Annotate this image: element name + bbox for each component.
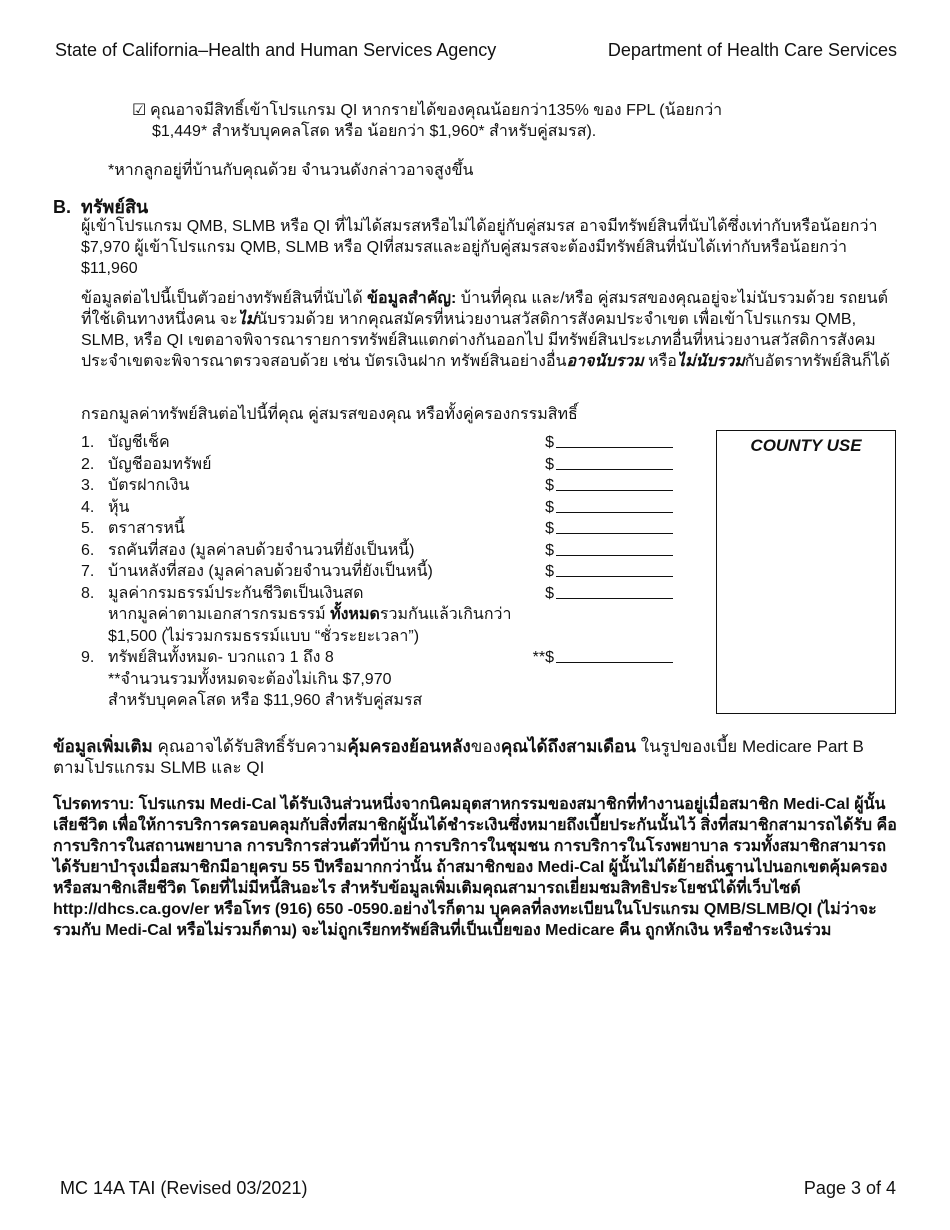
total-limit-note: **จำนวนรวมทั้งหมดจะต้องไม่เกิน $7,970 [108, 670, 392, 688]
text-run-bold-italic: ไม่ [237, 311, 257, 328]
asset-number: 1. [81, 434, 95, 451]
text-run-bold: ข้อมูลสำคัญ: [367, 290, 457, 307]
asset-label: รถคันที่สอง (มูลค่าลบด้วยจำนวนที่ยังเป็นหนี้) [108, 541, 415, 559]
currency-sign: $ [545, 563, 554, 580]
asset-row [81, 475, 681, 497]
text-run-bold-italic: อาจนับรวม [566, 353, 644, 370]
currency-sign: **$ [532, 649, 554, 666]
asset-label: ตราสารหนี้ [108, 520, 185, 537]
currency-sign: $ [545, 434, 554, 451]
currency-sign: $ [545, 584, 554, 602]
section-letter: B. [53, 197, 71, 217]
amount-input-line[interactable] [556, 598, 673, 599]
qi-eligibility [132, 100, 892, 142]
asset-label: บ้านหลังที่สอง (มูลค่าลบด้วยจำนวนที่ยังเป็นหนี้) [108, 563, 433, 580]
section-title: ทรัพย์สิน [81, 197, 149, 217]
asset-row [81, 454, 681, 476]
amount-input-line[interactable] [556, 447, 673, 448]
currency-sign: $ [545, 541, 554, 559]
header-agency: State of California–Health and Human Services Agency [55, 40, 497, 60]
asset-label: ทรัพย์สินทั้งหมด- บวกแถว 1 ถึง 8 [108, 649, 334, 666]
text-run-bold: ข้อมูลเพิ่มเติม [53, 737, 153, 756]
currency-sign: $ [545, 477, 554, 494]
total-limit-note-2: สำหรับบุคคลโสด หรือ $11,960 สำหรับคู่สมรส [108, 692, 423, 709]
text-run-bold: คุณได้ถึงสามเดือน [500, 737, 636, 756]
asset-label: บัตรฝากเงิน [108, 477, 190, 494]
amount-input-line[interactable] [556, 533, 673, 534]
asset-number: 6. [81, 541, 95, 559]
checkbox-checked-icon[interactable]: ☑ [132, 102, 147, 119]
countable-assets-paragraph [81, 288, 896, 372]
text-run-bold-italic: ไม่นับรวม [676, 353, 745, 370]
asset-row [81, 497, 681, 519]
amount-input-line[interactable] [556, 512, 673, 513]
more-info-paragraph [53, 736, 898, 778]
text-run-bold: ทั้งหมด [330, 606, 380, 623]
form-number: MC 14A TAI (Revised 03/2021) [60, 1178, 308, 1198]
page-number: Page 3 of 4 [803, 1178, 896, 1198]
asset-row [81, 432, 681, 454]
children-note: *หากลูกอยู่ที่บ้านกับคุณด้วย จำนวนดังกล่าวอาจสูงขึ้น [108, 162, 474, 179]
assets-limit-paragraph: ผู้เข้าโปรแกรม QMB, SLMB หรือ QI ที่ไม่ได้สมรสหรือไม่ได้อยู่กับคู่สมรส อาจมีทรัพย์สินที่นับได้ซึ่งเท่ากับหรือน้อยกว่า $7,970 ผู้เข้าโปรแกรม QMB, SLMB หรือ QIที่สมรสและอยู่กับคู่สมรสจะต้องมีทรัพย์สินที่นับได้เท่ากับหรือน้อยกว่า $11,960 [81, 218, 878, 277]
amount-input-line[interactable] [556, 490, 673, 491]
asset-row [81, 540, 681, 562]
currency-sign: $ [545, 498, 554, 516]
text-run: ในรูปของเบี้ย Medicare Part B ตามโปรแกรม SLMB และ QI [53, 737, 864, 777]
asset-number: 4. [81, 498, 95, 516]
asset-label: บัญชีเช็ค [108, 434, 170, 451]
county-use-box [716, 430, 896, 714]
county-use-title: COUNTY USE [750, 436, 862, 455]
text-run: หรือ [643, 353, 677, 370]
text-run: นับรวมด้วย หากคุณสมัครที่หน่วยงานสวัสดิการสังคมประจำเขต เพื่อเข้าโปรแกรม QMB, SLMB, หรือ QI เขตอาจพิจารณารายการทรัพย์สินแตกต่างกันออกไป มีทรัพย์สินประเภทอื่นที่หน่วยงานสวัสดิการสังคมประจำเขตจะพิจารณาตรวจสอบด้วย เช่น บัตรเงินฝาก ทรัพย์สินอย่างอื่น [81, 311, 876, 370]
text-run-bold: คุ้มครองย้อนหลัง [347, 737, 471, 756]
amount-input-line[interactable] [556, 469, 673, 470]
asset-number: 5. [81, 520, 95, 537]
asset-row-total [81, 647, 681, 669]
asset-number: 3. [81, 477, 95, 494]
currency-sign: $ [545, 520, 554, 537]
asset-number: 2. [81, 455, 95, 473]
currency-sign: $ [545, 455, 554, 473]
asset-row [81, 518, 681, 540]
amount-input-line[interactable] [556, 576, 673, 577]
asset-label: บัญชีออมทรัพย์ [108, 455, 212, 473]
asset-number: 7. [81, 563, 95, 580]
asset-row [81, 583, 681, 605]
qi-line-2: $1,449* สำหรับบุคคลโสด หรือ น้อยกว่า $1,960* สำหรับคู่สมรส). [152, 123, 597, 140]
text-run: คุณอาจได้รับสิทธิ์รับความ [152, 737, 348, 756]
asset-number: 9. [81, 649, 95, 666]
total-input-line[interactable] [556, 662, 673, 663]
text-run: บ้านที่คุณ และ/หรือ คู่สมรสของคุณอยู่จะไม่นับรวมด้วย รถยนต์ที่ใช้เดินทางหนึ่งคน จะ [81, 290, 888, 328]
text-run: ของ [470, 737, 501, 756]
asset-8-condition [81, 604, 681, 626]
header-department: Department of Health Care Services [607, 40, 897, 60]
amount-input-line[interactable] [556, 555, 673, 556]
asset-label: มูลค่ากรมธรรม์ประกันชีวิตเป็นเงินสด [108, 584, 364, 602]
text-run: หากมูลค่าตามเอกสารกรมธรรม์ [108, 606, 331, 623]
asset-row [81, 561, 681, 583]
text-run: รวมกันแล้วเกินกว่า [379, 606, 512, 623]
asset-number: 8. [81, 584, 95, 602]
medi-cal-notice: โปรดทราบ: โปรแกรม Medi-Cal ได้รับเงินส่วนหนึ่งจากนิคมอุตสาหกรรมของสมาชิกที่ทำงานอยู่เมื่อสมาชิก Medi-Cal ผู้นั้นเสียชีวิต เพื่อให้การบริการครอบคลุมกับสิ่งที่สมาชิกผู้นั้นได้ชำระเงินซึ่งหมายถึงเบี้ยประกันนั้นไว้ สิ่งที่สมาชิกสามารถได้รับ คือ การบริการในสถานพยาบาล การบริการส่วนตัวที่บ้าน การบริการในชุมชน การบริการในโรงพยาบาล รวมทั้งสมาชิกสามารถได้รับยาบำรุงเมื่อสมาชิกมีอายุครบ 55 ปีหรือมากกว่านั้น ถ้าสมาชิกของ Medi-Cal ผู้นั้นไม่ได้ย้ายถิ่นฐานไปนอกเขตคุ้มครองหรือสมาชิกเสียชีวิต โดยที่ไม่มีหนี้สินอะไร สำหรับข้อมูลเพิ่มเติมคุณสามารถเยี่ยมชมสิทธิประโยชน์ได้ที่เว็บไซต์ http://dhcs.ca.gov/er หรือโทร (916) 650 -0590.อย่างไรก็ตาม บุคคลที่ลงทะเบียนในโปรแกรม QMB/SLMB/QI (ไม่ว่าจะรวมกับ Medi-Cal หรือไม่รวมก็ตาม) จะไม่ถูกเรียกทรัพย์สินที่เป็นเบี้ยของ Medicare คืน ถูกหักเงิน หรือชำระเงินร่วม [53, 796, 897, 939]
asset-label: หุ้น [108, 498, 130, 516]
fill-instructions: กรอกมูลค่าทรัพย์สินต่อไปนี้ที่คุณ คู่สมรสของคุณ หรือทั้งคู่ครองกรรมสิทธิ์ [81, 406, 578, 423]
asset-8-condition-2: $1,500 (ไม่รวมกรมธรรม์แบบ “ชั่วระยะเวลา”) [108, 627, 420, 645]
text-run: กับอัตราทรัพย์สินก็ได้ [744, 353, 891, 370]
text-run: ข้อมูลต่อไปนี้เป็นตัวอย่างทรัพย์สินที่นับได้ [81, 290, 368, 307]
assets-list [81, 432, 681, 712]
qi-line-1: คุณอาจมีสิทธิ์เข้าโปรแกรม QI หากรายได้ของคุณน้อยกว่า135% ของ FPL (น้อยกว่า [150, 102, 723, 119]
